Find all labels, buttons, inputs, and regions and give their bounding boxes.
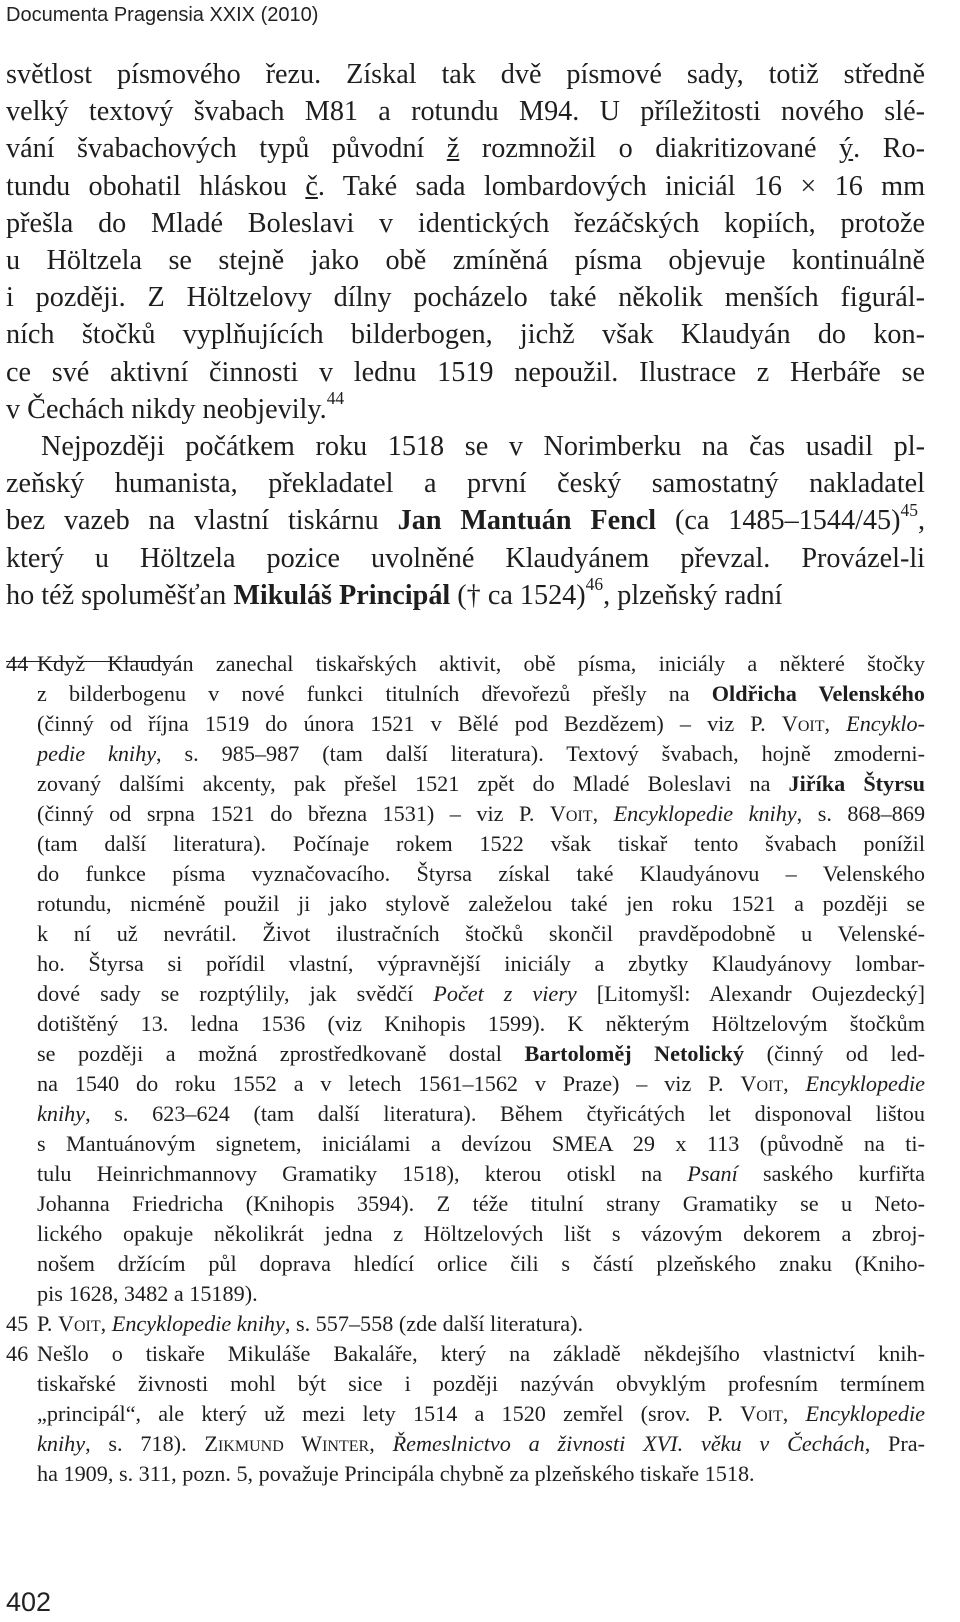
- text-run: ,: [100, 1311, 112, 1336]
- footnote-line: [37, 978, 925, 1010]
- text-run: dové sady se rozptýlily, jak svědčí: [37, 981, 434, 1006]
- text-run: nošem držícím půl doprava hledící orlice čili s částí plzeňského znaku (Kniho-: [37, 1251, 925, 1276]
- footnote-number: 45: [6, 1311, 29, 1336]
- text-run: ,: [824, 711, 847, 736]
- text-run: ních štočků vyplňujících bilderbogen, jichž však Klaudyán do kon-: [6, 319, 925, 351]
- text-run: zeňský humanista, překladatel a první český samostatný nakladatel: [6, 468, 925, 500]
- text-run: ho. Štyrsa si pořídil vlastní, výpravnější iniciály a zbytky Klaudyánovy lombar-: [37, 951, 925, 976]
- text-run: dotištěný 13. ledna 1536 (viz Knihopis 1599). K některým Höltzelovým štočkům: [37, 1011, 925, 1036]
- text-run: (činný od srpna 1521 do března 1531) – viz P.: [37, 801, 550, 826]
- bold-name: Bartoloměj Netolický: [524, 1041, 745, 1066]
- text-run: . Ro-: [853, 133, 925, 165]
- footnote-reference: 44: [326, 387, 345, 408]
- text-run: P.: [37, 1311, 58, 1336]
- bold-name: Jiříka Štyrsu: [788, 771, 925, 796]
- text-run: ,: [783, 1071, 806, 1096]
- body-line: [6, 540, 925, 578]
- underlined-letter: ž: [446, 133, 460, 165]
- text-run: , s. 557–558 (zde další literatura).: [284, 1311, 584, 1336]
- text-run: , Pra-: [864, 1431, 926, 1456]
- footnote-line: [37, 1398, 925, 1430]
- small-caps-author: Voit: [740, 1071, 784, 1096]
- italic-title: Řemeslnictvo a živnosti XVI. věku v Čechách: [392, 1431, 865, 1456]
- bold-name: Mikuláš Principál: [233, 579, 451, 611]
- footnote-line: [37, 1158, 925, 1190]
- body-line: [6, 56, 925, 94]
- text-run: ,: [782, 1401, 806, 1426]
- footnote-line: [37, 1368, 925, 1400]
- text-run: (tam další literatura). Počínaje rokem 1522 však tiskař tento švabach ponížil: [37, 831, 925, 856]
- body-line: [6, 242, 925, 280]
- bold-name: Oldřicha Velenského: [711, 681, 925, 706]
- footnote-line: [37, 1278, 925, 1310]
- text-run: bez vazeb na vlastní tiskárnu: [6, 505, 398, 537]
- italic-title: Počet z viery: [433, 981, 577, 1006]
- small-caps-author: Zikmund Winter: [204, 1431, 370, 1456]
- body-line: [6, 354, 925, 392]
- footnote-line: [37, 1338, 925, 1370]
- text-run: do funkce písma vyznačovacího. Štyrsa získal také Klaudyánovu – Velenského: [37, 861, 925, 886]
- text-run: Když Klaudyán zanechal tiskařských aktivit, obě písma, iniciály a některé štočky: [37, 651, 925, 676]
- text-run: k ní už nevrátil. Život ilustračních štočků skončil pravděpodobně u Velenské-: [37, 921, 925, 946]
- text-run: ho též spoluměšťan: [6, 579, 234, 611]
- text-run: ha 1909, s. 311, pozn. 5, považuje Principála chybně za plzeňského tiskaře 1518.: [37, 1461, 755, 1486]
- text-run: [Litomyšl: Alexandr Oujezdecký]: [576, 981, 926, 1006]
- footnote-line: [37, 1128, 925, 1160]
- body-line: [6, 499, 925, 540]
- text-run: (činný od října 1519 do února 1521 v Bělé pod Bezdězem) – viz P.: [37, 711, 782, 736]
- footnote-line: [37, 1038, 925, 1070]
- small-caps-author: Voit: [740, 1401, 783, 1426]
- body-line: [6, 573, 925, 615]
- body-line: [6, 279, 925, 317]
- small-caps-author: Voit: [57, 1311, 101, 1336]
- footnote-line: [37, 1458, 925, 1490]
- text-run: s Mantuánovým signetem, iniciálami a devízou SMEA 29 x 113 (původně na ti-: [37, 1131, 925, 1156]
- text-run: „principál“, ale který už mezi lety 1514 a 1520 zemřel (srov. P.: [37, 1401, 741, 1426]
- text-run: u Höltzela se stejně jako obě zmíněná písma objevuje kontinuálně: [6, 245, 925, 276]
- footnote-line: [37, 1248, 925, 1280]
- footnote-line: [37, 1308, 925, 1340]
- text-run: ,: [592, 801, 614, 826]
- text-run: se později a možná zprostředkovaně dostal: [37, 1041, 525, 1066]
- underlined-letter: ý: [839, 133, 854, 165]
- text-run: v Čechách nikdy neobjevily.: [6, 393, 327, 425]
- text-run: rozmnožil o diakritizované: [459, 133, 840, 165]
- text-run: velký textový švabach M81 a rotundu M94. U příležitosti nového slé-: [6, 96, 925, 128]
- text-run: ,: [369, 1431, 393, 1456]
- page-number: 402: [6, 1587, 52, 1617]
- italic-title: Encyklopedie knihy: [111, 1311, 285, 1336]
- footnote-line: [37, 1188, 925, 1220]
- footnote-line: [37, 768, 925, 800]
- italic-title: Encyklopedie knihy: [613, 801, 797, 826]
- text-run: († ca 1524): [450, 579, 586, 611]
- body-line: [6, 205, 925, 243]
- body-line: [6, 465, 925, 503]
- footnote-line: [37, 858, 925, 890]
- text-run: ce své aktivní činnosti v lednu 1519 nepoužil. Ilustrace z Herbáře se: [6, 356, 925, 388]
- footnote-number: 44: [6, 651, 29, 676]
- italic-title: knihy: [37, 1431, 86, 1456]
- footnote-line: [37, 1428, 925, 1460]
- footnote-line: [37, 948, 925, 980]
- text-run: i později. Z Höltzelovy dílny pocházelo také několik menších figurál-: [6, 282, 925, 314]
- text-run: tundu obohatil hláskou: [6, 170, 306, 202]
- footnote-line: [37, 648, 925, 680]
- text-run: přešla do Mladé Boleslavi v identických řezáčských kopiích, protože: [6, 207, 925, 239]
- body-line: [6, 93, 925, 131]
- footnote-line: [37, 1218, 925, 1250]
- footnote-reference: 46: [585, 573, 604, 594]
- text-run: zovaný dalšími akcenty, pak přešel 1521 zpět do Mladé Boleslavi na: [37, 771, 789, 796]
- italic-title: Encyklopedie: [805, 1401, 926, 1426]
- body-line: [6, 316, 925, 354]
- text-run: , s. 623–624 (tam další literatura). Během čtyřicátých let disponoval lištou: [85, 1101, 925, 1126]
- text-run: který u Höltzela pozice uvolněné Klaudyánem převzal. Provázel-li: [6, 542, 925, 574]
- running-header: Documenta Pragensia XXIX (2010): [6, 4, 319, 26]
- bold-name: Jan Mantuán Fencl: [397, 505, 657, 537]
- italic-title: Encyklo-: [846, 711, 925, 736]
- text-run: tiskařské živnosti mohl být sice i později nazýván obvyklým profesním termínem: [37, 1371, 925, 1396]
- text-run: . Také sada lombardových iniciál 16 × 16 mm: [317, 170, 925, 202]
- text-run: saského kurfiřta: [737, 1161, 925, 1186]
- text-run: Johanna Friedricha (Knihopis 3594). Z téže titulní strany Gramatiky se u Neto-: [37, 1191, 925, 1216]
- footnote-line: [37, 828, 925, 860]
- body-line: [6, 428, 925, 466]
- italic-title: pedie knihy: [37, 741, 157, 766]
- text-run: z bilderbogenu v nové funkci titulních dřevořezů přešly na: [37, 681, 712, 706]
- text-run: rotundu, nicméně použil ji jako stylově zaleželou také jen roku 1521 a později se: [37, 891, 925, 916]
- text-run: vání švabachových typů původní: [6, 133, 447, 165]
- text-run: (činný od led-: [744, 1041, 925, 1066]
- body-line: [6, 130, 925, 168]
- text-run: pis 1628, 3482 a 15189).: [37, 1281, 258, 1306]
- footnote-line: [37, 708, 925, 740]
- text-run: , s. 868–869: [796, 801, 926, 826]
- text-run: , s. 718).: [85, 1431, 205, 1456]
- text-run: ,: [917, 505, 925, 537]
- italic-title: Encyklopedie: [805, 1071, 925, 1096]
- text-run: (ca 1485–1544/45): [656, 505, 901, 537]
- body-line: [6, 168, 925, 206]
- text-run: lického opakuje několikrát jedna z Höltzelových lišt s vázovým dekorem a zbroj-: [37, 1221, 925, 1246]
- small-caps-author: Voit: [549, 801, 593, 826]
- footnote-line: [37, 678, 925, 710]
- text-run: , s. 985–987 (tam další literatura). Textový švabach, hojně zmoderni-: [156, 741, 925, 766]
- footnote-number: 46: [6, 1341, 29, 1366]
- footnote-line: [37, 798, 925, 830]
- text-run: tulu Heinrichmannovy Gramatiky 1518), kterou otiskl na: [37, 1161, 688, 1186]
- body-line: [6, 387, 925, 429]
- text-run: Nejpozději počátkem roku 1518 se v Norimberku na čas usadil pl-: [41, 431, 925, 462]
- footnote-line: [37, 1068, 925, 1100]
- text-run: , plzeňský radní: [603, 579, 783, 611]
- italic-title: knihy: [37, 1101, 86, 1126]
- text-run: světlost písmového řezu. Získal tak dvě písmové sady, totiž středně: [6, 59, 925, 90]
- footnote-reference: 45: [900, 499, 918, 520]
- small-caps-author: Voit: [781, 711, 825, 736]
- footnote-line: [37, 888, 925, 920]
- footnote-line: [37, 1098, 925, 1130]
- footnote-line: [37, 918, 925, 950]
- underlined-letter: č: [305, 170, 318, 202]
- text-run: Nešlo o tiskaře Mikuláše Bakaláře, který na základě někdejšího vlastnictví knih-: [37, 1341, 925, 1366]
- italic-title: Psaní: [687, 1161, 738, 1186]
- text-run: na 1540 do roku 1552 a v letech 1561–1562 v Praze) – viz P.: [37, 1071, 741, 1096]
- footnote-line: [37, 1008, 925, 1040]
- footnote-line: [37, 738, 925, 770]
